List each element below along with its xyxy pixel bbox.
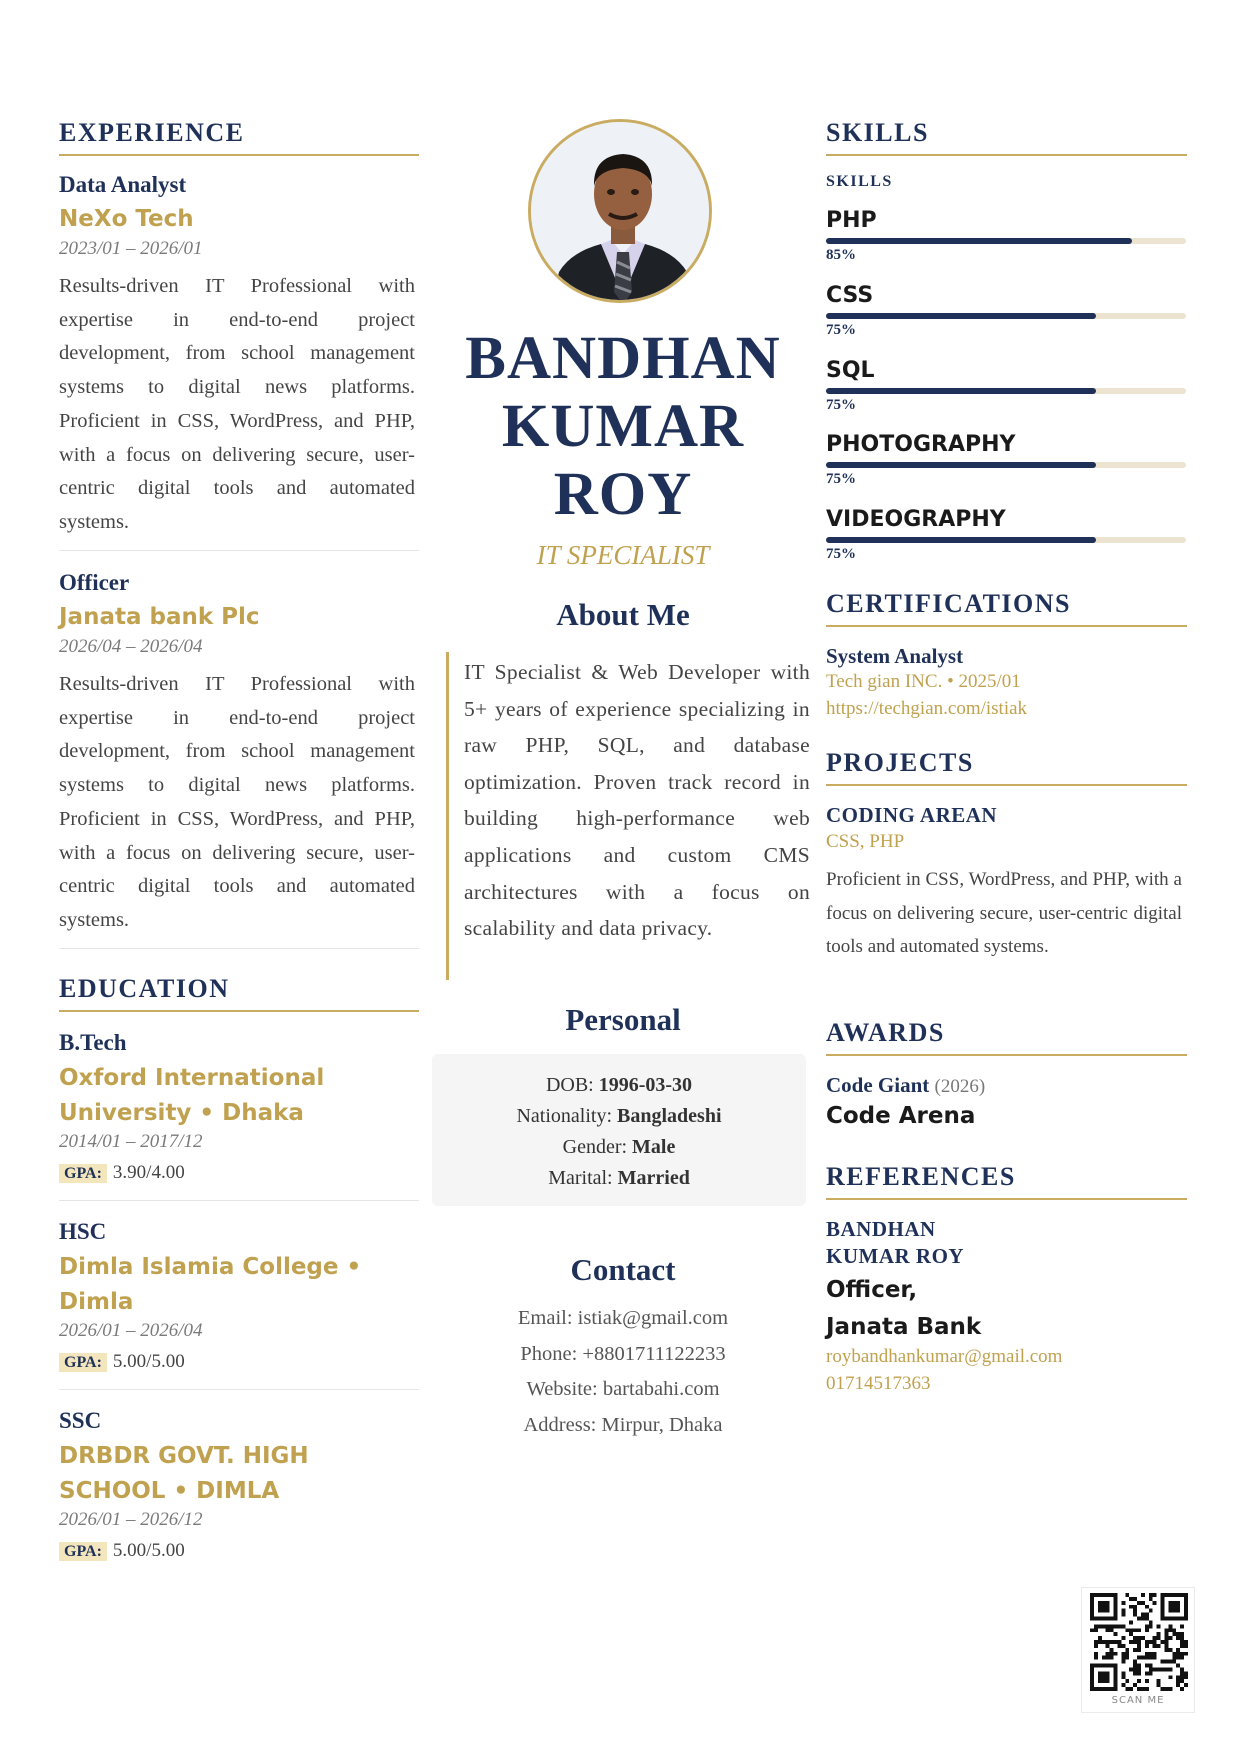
experience-role: Officer xyxy=(59,570,130,595)
avatar xyxy=(531,122,712,303)
contact-address: Address: Mirpur, Dhaka xyxy=(523,1413,723,1436)
skill-name: CSS xyxy=(826,283,874,308)
skill-bar xyxy=(826,388,1186,394)
education-degree: SSC xyxy=(59,1408,102,1433)
skill-percent: 75% xyxy=(826,322,856,338)
award-title xyxy=(826,1073,985,1098)
awards-heading: AWARDS xyxy=(826,1018,1187,1056)
certification-name: System Analyst xyxy=(826,644,964,668)
project-tech: CSS, PHP xyxy=(826,831,905,852)
gpa-value: 3.90/4.00 xyxy=(112,1162,185,1183)
contact-email[interactable]: Email: istiak@gmail.com xyxy=(517,1307,729,1329)
award-year: (2026) xyxy=(934,1076,986,1097)
skills-heading: SKILLS xyxy=(826,118,1187,156)
experience-company: NeXo Tech xyxy=(59,206,194,232)
contact-phone[interactable]: Phone: +8801711122233 xyxy=(520,1342,726,1365)
gpa-value: 5.00/5.00 xyxy=(112,1351,185,1372)
education-school-cont: University • Dhaka xyxy=(59,1100,304,1126)
education-school-cont: SCHOOL • DIMLA xyxy=(59,1478,280,1504)
experience-role: Data Analyst xyxy=(59,172,187,197)
education-school: Dimla Islamia College • xyxy=(59,1254,362,1280)
personal-row: Nationality: Bangladeshi xyxy=(516,1105,722,1127)
personal-row: DOB: 1996-03-30 xyxy=(545,1074,693,1096)
divider xyxy=(59,1389,419,1390)
certification-link[interactable]: https://techgian.com/istiak xyxy=(826,698,1028,719)
about-accent-bar xyxy=(446,652,449,980)
education-school-cont: Dimla xyxy=(59,1289,134,1315)
skill-bar-fill xyxy=(826,388,1096,394)
education-degree: B.Tech xyxy=(59,1030,127,1055)
education-dates: 2026/01 – 2026/12 xyxy=(59,1509,203,1530)
skill-percent: 85% xyxy=(826,247,856,263)
certification-issuer: Tech gian INC. • 2025/01 xyxy=(826,671,1021,692)
skill-bar xyxy=(826,537,1186,543)
experience-dates: 2026/04 – 2026/04 xyxy=(59,636,203,657)
skill-bar-fill xyxy=(826,537,1096,543)
contact-heading: Contact xyxy=(570,1252,676,1287)
experience-dates: 2023/01 – 2026/01 xyxy=(59,238,203,259)
education-school: DRBDR GOVT. HIGH xyxy=(59,1443,309,1469)
education-gpa xyxy=(59,1540,185,1562)
skill-name: PHOTOGRAPHY xyxy=(826,432,1016,457)
experience-company: Janata bank Plc xyxy=(59,604,260,630)
contact-website[interactable]: Website: bartabahi.com xyxy=(526,1378,720,1400)
skill-bar xyxy=(826,313,1186,319)
skill-percent: 75% xyxy=(826,397,856,413)
gpa-label: GPA: xyxy=(59,1542,107,1561)
education-dates: 2014/01 – 2017/12 xyxy=(59,1131,203,1152)
qr-code-box[interactable] xyxy=(1081,1587,1195,1713)
reference-name: BANDHAN KUMAR ROY xyxy=(826,1217,965,1268)
project-name: CODING AREAN xyxy=(826,803,998,827)
skill-name: SQL xyxy=(826,358,875,383)
qr-code-icon xyxy=(1090,1593,1188,1691)
reference-phone[interactable]: 01714517363 xyxy=(826,1373,931,1394)
gpa-label: GPA: xyxy=(59,1164,107,1183)
divider xyxy=(59,550,419,551)
gpa-label: GPA: xyxy=(59,1353,107,1372)
name-line: KUMAR xyxy=(501,393,745,460)
divider xyxy=(59,1200,419,1201)
education-dates: 2026/01 – 2026/04 xyxy=(59,1320,203,1341)
about-text: IT Specialist & Web Developer with 5+ years of experience specializing in raw PHP, SQL, and database optimization. Proven track record in building high-performance web applications and custom CMS architectures with a focus on scalability and data privacy. xyxy=(464,660,810,941)
certifications-heading: CERTIFICATIONS xyxy=(826,589,1187,627)
skill-name: VIDEOGRAPHY xyxy=(826,507,1006,532)
award-issuer: Code Arena xyxy=(826,1103,976,1129)
skill-name: PHP xyxy=(826,208,877,233)
qr-caption: SCAN ME xyxy=(1111,1695,1165,1706)
experience-heading: EXPERIENCE xyxy=(59,118,419,156)
job-title: IT SPECIALIST xyxy=(536,540,710,570)
project-description: Proficient in CSS, WordPress, and PHP, with a focus on delivering secure, user-centric digital tools and automated systems. xyxy=(826,869,1182,958)
personal-box xyxy=(432,1054,806,1206)
skill-bar-fill xyxy=(826,238,1132,244)
education-gpa xyxy=(59,1162,185,1184)
divider xyxy=(59,948,419,949)
skills-subheading: SKILLS xyxy=(826,173,893,190)
skill-percent: 75% xyxy=(826,546,856,562)
award-name: Code Giant xyxy=(826,1073,930,1097)
reference-email[interactable]: roybandhankumar@gmail.com xyxy=(826,1346,1063,1367)
name-line: ROY xyxy=(553,461,693,528)
skill-bar-fill xyxy=(826,462,1096,468)
personal-row: Gender: Male xyxy=(562,1136,676,1158)
projects-heading: PROJECTS xyxy=(826,748,1187,786)
experience-description: Results-driven IT Professional with expertise in end-to-end project development, from school management systems to digital news platforms. Proficient in CSS, WordPress, and PHP, with a focus on delivering secure, user-centric digital tools and automated systems. xyxy=(59,275,415,533)
skill-bar xyxy=(826,462,1186,468)
name-line: BANDHAN xyxy=(465,325,781,392)
skill-bar-fill xyxy=(826,313,1096,319)
contact-list xyxy=(436,1301,810,1443)
education-degree: HSC xyxy=(59,1219,107,1244)
references-heading: REFERENCES xyxy=(826,1162,1187,1200)
experience-description: Results-driven IT Professional with expertise in end-to-end project development, from school management systems to digital news platforms. Proficient in CSS, WordPress, and PHP, with a focus on delivering secure, user-centric digital tools and automated systems. xyxy=(59,673,415,931)
education-heading: EDUCATION xyxy=(59,974,419,1012)
gpa-value: 5.00/5.00 xyxy=(112,1540,185,1561)
skill-bar xyxy=(826,238,1186,244)
reference-position: Officer, Janata Bank xyxy=(826,1277,982,1340)
skill-percent: 75% xyxy=(826,471,856,487)
full-name xyxy=(436,325,810,529)
education-school: Oxford International xyxy=(59,1065,325,1091)
personal-heading: Personal xyxy=(565,1002,681,1037)
profile-photo xyxy=(528,119,712,303)
education-gpa xyxy=(59,1351,185,1373)
personal-row: Marital: Married xyxy=(548,1167,690,1189)
about-heading: About Me xyxy=(556,597,690,632)
